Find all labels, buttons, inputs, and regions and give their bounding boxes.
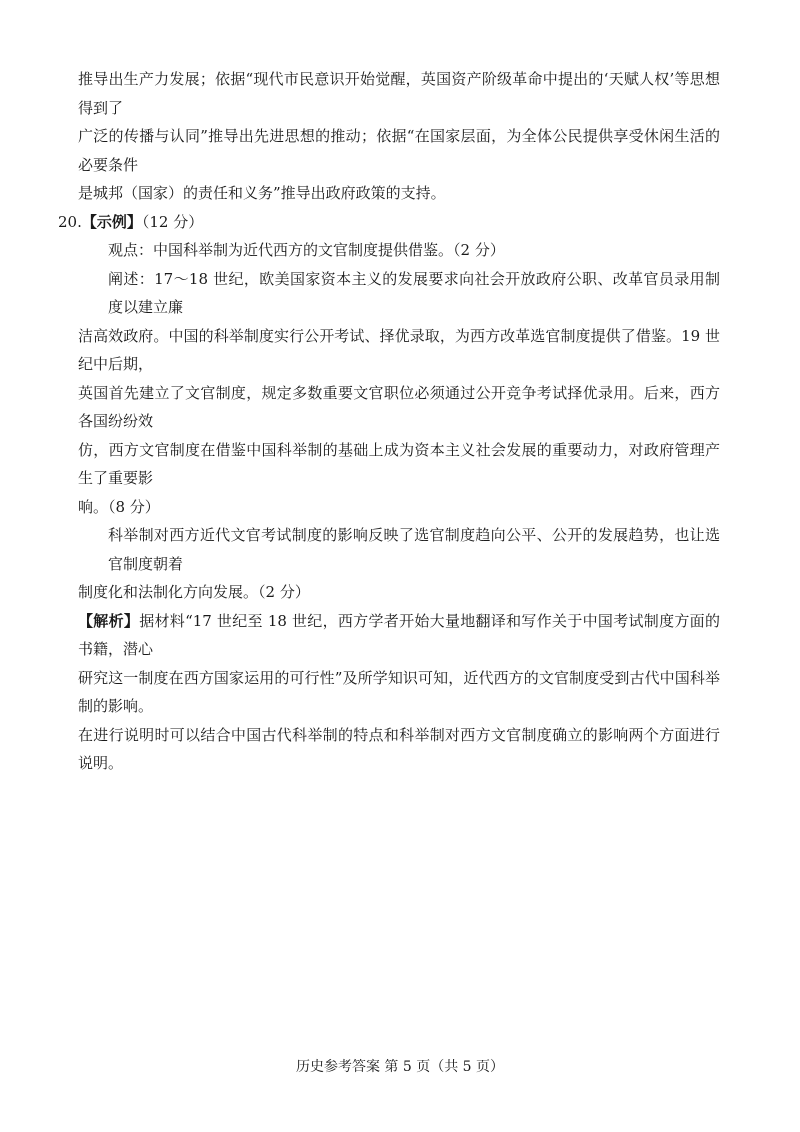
- continuation-line: 广泛的传播与认同”推导出先进思想的推动；依据“在国家层面，为全体公民提供享受休闲生活的必要条件: [78, 127, 720, 174]
- page-footer: 历史参考答案 第 5 页（共 5 页）: [295, 1059, 505, 1075]
- analysis-tag: 【解析】: [78, 611, 140, 630]
- question-20-header: [58, 208, 720, 237]
- viewpoint-line: 观点：中国科举制为近代西方的文官制度提供借鉴。（2 分）: [108, 241, 505, 259]
- elaboration-line: 阐述：17～18 世纪，欧美国家资本主义的发展要求向社会开放政府公职、改革官员录用制度以建立廉: [108, 269, 720, 316]
- conclusion-line: 科举制对西方近代文官考试制度的影响反映了选官制度趋向公平、公开的发展趋势，也让选官制度朝着: [108, 526, 720, 573]
- elaboration-line: 响。（8 分）: [78, 497, 160, 516]
- elaboration-line: 仿，西方文官制度在借鉴中国科举制的基础上成为资本主义社会发展的重要动力，对政府管理产生了重要影: [78, 440, 720, 487]
- analysis-text: 据材料“17 世纪至 18 世纪，西方学者开始大量地翻译和写作关于中国考试制度方面的书籍，潜心: [78, 611, 720, 658]
- analysis-line: 在进行说明时可以结合中国古代科举制的特点和科举制对西方文官制度确立的影响两个方面进行说明。: [78, 725, 720, 772]
- conclusion-line: 制度化和法制化方向发展。（2 分）: [78, 583, 310, 601]
- analysis-line: [78, 607, 720, 664]
- continuation-line: 是城邦（国家）的责任和义务”推导出政府政策的支持。: [78, 184, 446, 202]
- elaboration-line: 洁高效政府。中国的科举制度实行公开考试、择优录取，为西方改革选官制度提供了借鉴。19 世纪中后期，: [78, 326, 720, 373]
- question-number: 20.: [58, 212, 82, 231]
- example-tag: 【示例】: [81, 212, 142, 231]
- question-score: （12 分）: [141, 212, 204, 231]
- analysis-line: 研究这一制度在西方国家运用的可行性”及所学知识可知，近代西方的文官制度受到古代中国科举制的影响。: [78, 668, 720, 715]
- elaboration-line: 英国首先建立了文官制度，规定多数重要文官职位必须通过公开竞争考试择优录用。后来，西方各国纷纷效: [78, 383, 720, 430]
- answer-content: [58, 65, 720, 778]
- continuation-line: 推导出生产力发展；依据“现代市民意识开始觉醒，英国资产阶级革命中提出的‘天赋人权’等思想得到了: [78, 70, 720, 117]
